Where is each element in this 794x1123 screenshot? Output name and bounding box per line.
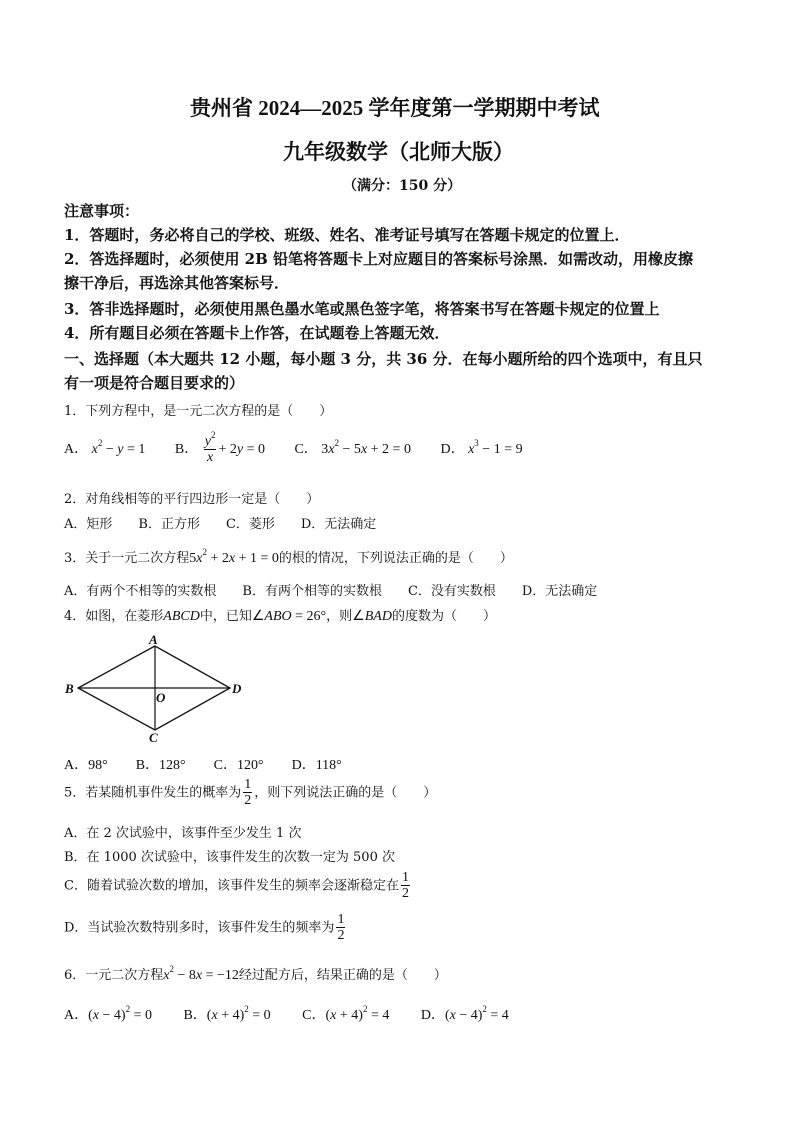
q2-options: A．矩形 B．正方形 C．菱形 D．无法确定 xyxy=(64,517,377,532)
q6-option-c: C．$(x + 4)^2 = 4$ xyxy=(302,1004,390,1023)
notice-heading: 注意事项： xyxy=(64,202,140,220)
vertex-b-label: B xyxy=(65,681,74,696)
q6-option-d: D．$(x - 4)^2 = 4$ xyxy=(420,1004,509,1023)
q2-stem: 2．对角线相等的平行四边形一定是（ ） xyxy=(64,492,320,507)
q3-options: A．有两个不相等的实数根 B．有两个相等的实数根 C．没有实数根 D．无法确定 xyxy=(64,584,598,599)
vertex-a-label: A xyxy=(149,632,158,647)
vertex-c-label: C xyxy=(149,730,158,744)
rhombus-figure xyxy=(60,632,260,744)
q1-option-c: C． $3x^2 - 5x + 2 = 0$ xyxy=(294,438,411,458)
q5-stem: 5．若某随机事件发生的概率为 $\frac{1}{2}$ ，则下列说法正确的是（ ） xyxy=(64,777,437,809)
section-heading-cont: 有一项是符合题目要求的） xyxy=(64,374,245,392)
q3-stem: 3．关于一元二次方程$5x^2 + 2x + 1 = 0$的根的情况，下列说法正确的是（ ） xyxy=(64,547,513,566)
notice-item-1: 1．答题时，务必将自己的学校、班级、姓名、准考证号填写在答题卡规定的位置上． xyxy=(64,226,630,244)
q1-options xyxy=(64,430,523,466)
notice-item-2: 2．答选择题时，必须使用 2B 铅笔将答题卡上对应题目的答案标号涂黑．如需改动，用橡皮擦 xyxy=(64,250,694,268)
notice-item-4: 4．所有题目必须在答题卡上作答，在试题卷上答题无效． xyxy=(64,324,450,342)
q5-option-d: D．当试验次数特别多时，该事件发生的频率为 $\frac{1}{2}$ xyxy=(64,912,345,944)
notice-item-2-cont: 擦干净后，再选涂其他答案标号． xyxy=(64,274,290,292)
q4-options: A．98° B．128° C．120° D．118° xyxy=(64,758,342,773)
vertex-d-label: D xyxy=(232,681,242,696)
q6-option-b: B．$(x + 4)^2 = 0$ xyxy=(183,1004,271,1023)
q6-options xyxy=(64,1004,509,1024)
q6-stem: 6．一元二次方程$x^2 - 8x = -12$经过配方后，结果正确的是（ ） xyxy=(64,964,447,983)
q6-option-a: A．$(x - 4)^2 = 0$ xyxy=(64,1004,152,1023)
notice-item-3: 3．答非选择题时，必须使用黑色墨水笔或黑色签字笔，将答案书写在答题卡规定的位置上 xyxy=(64,300,660,318)
center-o-label: O xyxy=(156,690,166,705)
q4-stem: 4．如图，在菱形ABCD中，已知∠ABO = 26°，则∠BAD的度数为（ ） xyxy=(64,609,496,624)
q5-option-b: B．在 1000 次试验中，该事件发生的次数一定为 500 次 xyxy=(64,850,395,865)
full-score: （满分：150 分） xyxy=(343,178,462,194)
q5-option-a: A．在 2 次试验中，该事件至少发生 1 次 xyxy=(64,826,302,841)
q1-option-a: A． $x^2 - y = 1$ xyxy=(64,438,146,458)
exam-subtitle: 九年级数学（北师大版） xyxy=(283,140,514,164)
exam-title: 贵州省 2024—2025 学年度第一学期期中考试 xyxy=(190,96,600,120)
q1-stem: 1．下列方程中，是一元二次方程的是（ ） xyxy=(64,404,333,419)
q1-option-b: B． $\frac{y^2}{x}$ + 2y = 0 xyxy=(174,430,265,466)
q1-option-d: D． $x^3 - 1 = 9$ xyxy=(440,438,523,458)
q5-option-c: C．随着试验次数的增加，该事件发生的频率会逐渐稳定在 $\frac{1}{2}$ xyxy=(64,870,409,902)
section-heading: 一、选择题（本大题共 12 小题，每小题 3 分，共 36 分．在每小题所给的四个选项中，有且只 xyxy=(64,350,703,368)
